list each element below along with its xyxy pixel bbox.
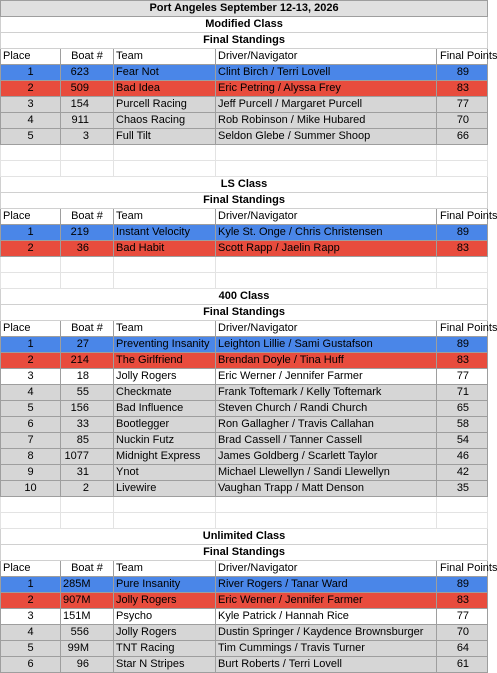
empty-cell (1, 161, 61, 177)
team-cell: Nuckin Futz (114, 433, 216, 449)
header-points: Final Points (437, 49, 488, 65)
boat-cell: 27 (61, 337, 114, 353)
spacer-row (1, 513, 488, 529)
boat-cell: 911 (61, 113, 114, 129)
driver-cell: Dustin Springer / Kaydence Brownsburger (216, 625, 437, 641)
header-team: Team (114, 49, 216, 65)
team-cell: Full Tilt (114, 129, 216, 145)
driver-cell: Jeff Purcell / Margaret Purcell (216, 97, 437, 113)
points-cell: 77 (437, 369, 488, 385)
column-header-row (1, 321, 488, 337)
boat-cell: 1077 (61, 449, 114, 465)
column-header-row (1, 561, 488, 577)
final-standings-row (1, 33, 488, 49)
boat-cell: 623 (61, 65, 114, 81)
boat-cell: 18 (61, 369, 114, 385)
header-place: Place (1, 49, 61, 65)
table-row (1, 657, 488, 673)
place-cell: 2 (1, 593, 61, 609)
empty-cell (216, 497, 437, 513)
team-cell: Jolly Rogers (114, 625, 216, 641)
boat-cell: 85 (61, 433, 114, 449)
team-cell: Instant Velocity (114, 225, 216, 241)
table-row (1, 433, 488, 449)
place-cell: 1 (1, 577, 61, 593)
class-title: Unlimited Class (1, 529, 488, 545)
place-cell: 2 (1, 353, 61, 369)
table-row (1, 593, 488, 609)
place-cell: 2 (1, 241, 61, 257)
driver-cell: Seldon Glebe / Summer Shoop (216, 129, 437, 145)
place-cell: 1 (1, 65, 61, 81)
standings-body (1, 1, 497, 673)
header-points: Final Points (437, 561, 488, 577)
class-title: 400 Class (1, 289, 488, 305)
empty-cell (1, 257, 61, 273)
final-standings-label: Final Standings (1, 545, 488, 561)
team-cell: TNT Racing (114, 641, 216, 657)
column-header-row (1, 49, 488, 65)
empty-cell (114, 273, 216, 289)
points-cell: 35 (437, 481, 488, 497)
points-cell: 77 (437, 609, 488, 625)
boat-cell: 33 (61, 417, 114, 433)
table-row (1, 465, 488, 481)
class-title-row (1, 17, 488, 33)
empty-cell (114, 257, 216, 273)
team-cell: Star N Stripes (114, 657, 216, 673)
table-row (1, 577, 488, 593)
team-cell: Midnight Express (114, 449, 216, 465)
driver-cell: Eric Werner / Jennifer Farmer (216, 593, 437, 609)
place-cell: 5 (1, 129, 61, 145)
driver-cell: Clint Birch / Terri Lovell (216, 65, 437, 81)
driver-cell: Brad Cassell / Tanner Cassell (216, 433, 437, 449)
empty-cell (1, 513, 61, 529)
team-cell: Psycho (114, 609, 216, 625)
driver-cell: Leighton Lillie / Sami Gustafson (216, 337, 437, 353)
place-cell: 8 (1, 449, 61, 465)
empty-cell (1, 145, 61, 161)
empty-cell (437, 161, 488, 177)
empty-cell (1, 273, 61, 289)
event-title: Port Angeles September 12-13, 2026 (1, 1, 488, 17)
points-cell: 61 (437, 657, 488, 673)
boat-cell: 55 (61, 385, 114, 401)
boat-cell: 907M (61, 593, 114, 609)
place-cell: 2 (1, 81, 61, 97)
header-driver: Driver/Navigator (216, 561, 437, 577)
driver-cell: Burt Roberts / Terri Lovell (216, 657, 437, 673)
header-points: Final Points (437, 321, 488, 337)
table-row (1, 113, 488, 129)
team-cell: Bootlegger (114, 417, 216, 433)
points-cell: 83 (437, 81, 488, 97)
header-driver: Driver/Navigator (216, 49, 437, 65)
boat-cell: 214 (61, 353, 114, 369)
boat-cell: 96 (61, 657, 114, 673)
class-title-row (1, 177, 488, 193)
team-cell: Ynot (114, 465, 216, 481)
team-cell: Livewire (114, 481, 216, 497)
place-cell: 4 (1, 113, 61, 129)
team-cell: Checkmate (114, 385, 216, 401)
empty-cell (61, 513, 114, 529)
points-cell: 89 (437, 337, 488, 353)
boat-cell: 99M (61, 641, 114, 657)
points-cell: 46 (437, 449, 488, 465)
empty-cell (437, 513, 488, 529)
place-cell: 7 (1, 433, 61, 449)
empty-cell (437, 257, 488, 273)
header-boat: Boat # (61, 209, 114, 225)
team-cell: Purcell Racing (114, 97, 216, 113)
place-cell: 10 (1, 481, 61, 497)
driver-cell: Tim Cummings / Travis Turner (216, 641, 437, 657)
empty-cell (61, 161, 114, 177)
points-cell: 89 (437, 225, 488, 241)
table-row (1, 225, 488, 241)
place-cell: 4 (1, 625, 61, 641)
driver-cell: Rob Robinson / Mike Hubared (216, 113, 437, 129)
boat-cell: 154 (61, 97, 114, 113)
empty-cell (437, 273, 488, 289)
header-boat: Boat # (61, 321, 114, 337)
table-row (1, 481, 488, 497)
place-cell: 6 (1, 417, 61, 433)
points-cell: 64 (437, 641, 488, 657)
place-cell: 4 (1, 385, 61, 401)
table-row (1, 449, 488, 465)
place-cell: 3 (1, 609, 61, 625)
driver-cell: Steven Church / Randi Church (216, 401, 437, 417)
place-cell: 1 (1, 225, 61, 241)
empty-cell (437, 145, 488, 161)
points-cell: 77 (437, 97, 488, 113)
boat-cell: 31 (61, 465, 114, 481)
boat-cell: 151M (61, 609, 114, 625)
final-standings-label: Final Standings (1, 33, 488, 49)
spacer-row (1, 257, 488, 273)
driver-cell: Eric Petring / Alyssa Frey (216, 81, 437, 97)
driver-cell: Eric Werner / Jennifer Farmer (216, 369, 437, 385)
points-cell: 83 (437, 241, 488, 257)
points-cell: 89 (437, 577, 488, 593)
column-header-row (1, 209, 488, 225)
boat-cell: 509 (61, 81, 114, 97)
class-title: LS Class (1, 177, 488, 193)
class-title-row (1, 529, 488, 545)
empty-cell (61, 257, 114, 273)
empty-cell (1, 497, 61, 513)
driver-cell: Frank Toftemark / Kelly Toftemark (216, 385, 437, 401)
boat-cell: 36 (61, 241, 114, 257)
place-cell: 6 (1, 657, 61, 673)
empty-cell (437, 497, 488, 513)
driver-cell: Vaughan Trapp / Matt Denson (216, 481, 437, 497)
empty-cell (61, 497, 114, 513)
table-row (1, 81, 488, 97)
empty-cell (114, 513, 216, 529)
driver-cell: Kyle St. Onge / Chris Christensen (216, 225, 437, 241)
empty-cell (114, 145, 216, 161)
empty-cell (216, 145, 437, 161)
driver-cell: River Rogers / Tanar Ward (216, 577, 437, 593)
event-title-row (1, 1, 488, 17)
team-cell: Bad Habit (114, 241, 216, 257)
empty-cell (216, 273, 437, 289)
points-cell: 83 (437, 353, 488, 369)
spacer-row (1, 273, 488, 289)
place-cell: 9 (1, 465, 61, 481)
empty-cell (216, 161, 437, 177)
team-cell: Fear Not (114, 65, 216, 81)
points-cell: 42 (437, 465, 488, 481)
table-row (1, 241, 488, 257)
place-cell: 3 (1, 97, 61, 113)
driver-cell: Brendan Doyle / Tina Huff (216, 353, 437, 369)
empty-cell (114, 497, 216, 513)
boat-cell: 285M (61, 577, 114, 593)
table-row (1, 353, 488, 369)
boat-cell: 2 (61, 481, 114, 497)
points-cell: 66 (437, 129, 488, 145)
spacer-row (1, 161, 488, 177)
table-row (1, 385, 488, 401)
empty-cell (216, 257, 437, 273)
final-standings-label: Final Standings (1, 305, 488, 321)
header-boat: Boat # (61, 561, 114, 577)
boat-cell: 156 (61, 401, 114, 417)
driver-cell: Ron Gallagher / Travis Callahan (216, 417, 437, 433)
points-cell: 71 (437, 385, 488, 401)
points-cell: 54 (437, 433, 488, 449)
driver-cell: Michael Llewellyn / Sandi Llewellyn (216, 465, 437, 481)
boat-cell: 3 (61, 129, 114, 145)
place-cell: 5 (1, 641, 61, 657)
empty-cell (61, 273, 114, 289)
boat-cell: 219 (61, 225, 114, 241)
boat-cell: 556 (61, 625, 114, 641)
table-row (1, 609, 488, 625)
spacer-row (1, 145, 488, 161)
spacer-row (1, 497, 488, 513)
final-standings-row (1, 193, 488, 209)
points-cell: 89 (437, 65, 488, 81)
team-cell: Bad Influence (114, 401, 216, 417)
team-cell: Jolly Rogers (114, 593, 216, 609)
header-place: Place (1, 561, 61, 577)
empty-cell (114, 161, 216, 177)
points-cell: 58 (437, 417, 488, 433)
place-cell: 5 (1, 401, 61, 417)
header-team: Team (114, 321, 216, 337)
final-standings-label: Final Standings (1, 193, 488, 209)
team-cell: Pure Insanity (114, 577, 216, 593)
header-driver: Driver/Navigator (216, 209, 437, 225)
team-cell: The Girlfriend (114, 353, 216, 369)
header-team: Team (114, 561, 216, 577)
table-row (1, 65, 488, 81)
class-title-row (1, 289, 488, 305)
place-cell: 1 (1, 337, 61, 353)
driver-cell: Scott Rapp / Jaelin Rapp (216, 241, 437, 257)
points-cell: 70 (437, 113, 488, 129)
points-cell: 83 (437, 593, 488, 609)
table-row (1, 417, 488, 433)
empty-cell (61, 145, 114, 161)
team-cell: Jolly Rogers (114, 369, 216, 385)
table-row (1, 625, 488, 641)
table-row (1, 641, 488, 657)
table-row (1, 401, 488, 417)
place-cell: 3 (1, 369, 61, 385)
table-row (1, 129, 488, 145)
team-cell: Preventing Insanity (114, 337, 216, 353)
final-standings-row (1, 545, 488, 561)
team-cell: Bad Idea (114, 81, 216, 97)
points-cell: 65 (437, 401, 488, 417)
header-place: Place (1, 209, 61, 225)
header-boat: Boat # (61, 49, 114, 65)
team-cell: Chaos Racing (114, 113, 216, 129)
driver-cell: Kyle Patrick / Hannah Rice (216, 609, 437, 625)
class-title: Modified Class (1, 17, 488, 33)
header-driver: Driver/Navigator (216, 321, 437, 337)
header-place: Place (1, 321, 61, 337)
driver-cell: James Goldberg / Scarlett Taylor (216, 449, 437, 465)
header-team: Team (114, 209, 216, 225)
points-cell: 70 (437, 625, 488, 641)
final-standings-row (1, 305, 488, 321)
table-row (1, 369, 488, 385)
header-points: Final Points (437, 209, 488, 225)
empty-cell (216, 513, 437, 529)
table-row (1, 337, 488, 353)
table-row (1, 97, 488, 113)
